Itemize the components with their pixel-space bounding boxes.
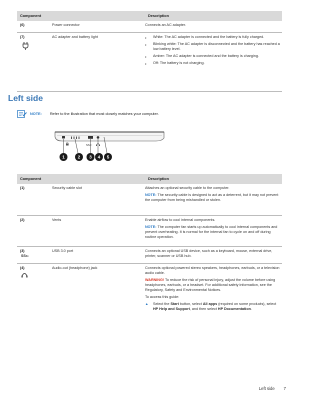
section-note bbox=[17, 110, 159, 118]
row-number: (6) bbox=[20, 23, 25, 27]
header-description: Description bbox=[148, 14, 169, 18]
note-text: The computer fan starts up automatically to cool internal components and prevent overheating. It is normal for the internal fan to cycle on and off during routine operation. bbox=[145, 225, 278, 239]
page-footer bbox=[259, 386, 286, 391]
footer-section: Left side bbox=[258, 386, 275, 391]
component-description: Attaches an optional security cable to the computer. bbox=[145, 186, 230, 190]
usb-port bbox=[88, 136, 93, 139]
note-text: Refer to the illustration that most closely matches your computer. bbox=[49, 112, 159, 116]
component-name: Audio-out (headphone) jack bbox=[52, 266, 98, 270]
row-number: (3) bbox=[20, 249, 25, 253]
component-name: Vents bbox=[52, 218, 62, 222]
header-component: Component bbox=[20, 177, 42, 181]
callout-1-label: 1 bbox=[62, 154, 65, 160]
page-number: 7 bbox=[283, 386, 286, 391]
table-row bbox=[17, 247, 282, 264]
warning-text: To reduce the risk of personal injury, adjust the volume before using headphones, earbuds, or a headset. For additional safety information, see the Regulatory, Safety and Environmental Notices. bbox=[145, 278, 276, 292]
security-slot bbox=[62, 136, 65, 139]
hp-documentation-label: HP Documentation bbox=[217, 307, 251, 311]
row-number: (4) bbox=[20, 266, 25, 270]
callout-5 bbox=[104, 153, 112, 161]
table-row bbox=[17, 216, 282, 247]
all-apps-label: All apps bbox=[202, 302, 218, 306]
status-white: White: The AC adapter is connected and the battery is fully charged. bbox=[153, 35, 265, 39]
callout-1 bbox=[60, 153, 68, 161]
callout-4-label: 4 bbox=[97, 154, 101, 160]
header-component: Component bbox=[20, 14, 42, 18]
ss-usb-icon: SS⇐ bbox=[21, 254, 29, 258]
status-amber: Amber: The AC adapter is connected and the battery is charging. bbox=[153, 54, 259, 58]
row-note bbox=[145, 225, 282, 240]
row-warning bbox=[145, 278, 282, 293]
row-number: (2) bbox=[20, 218, 25, 222]
access-guide-text: To access this guide: bbox=[145, 295, 180, 299]
component-description: Connects an AC adapter. bbox=[145, 23, 186, 27]
hp-help-label: HP Help and Support bbox=[153, 307, 190, 311]
table-row bbox=[17, 33, 282, 92]
component-name: Power connector bbox=[52, 23, 80, 27]
component-description: Connects an optional USB device, such as a keyboard, mouse, external drive, printer, scanner or USB hub. bbox=[145, 249, 273, 258]
callout-4 bbox=[95, 153, 103, 161]
note-text: The security cable is designed to act as a deterrent, but it may not prevent the computer from being mishandled or stolen. bbox=[145, 193, 279, 202]
row-note bbox=[145, 193, 282, 203]
section-title: Left side bbox=[8, 93, 43, 103]
component-description: Enable airflow to cool internal components. bbox=[145, 218, 216, 222]
access-step: ▲ Select the Start button, select All apps (required on some products), select HP Help and Support, and then select HP Documentation. bbox=[145, 302, 277, 311]
table-row bbox=[17, 264, 282, 344]
security-lock-icon bbox=[66, 142, 69, 145]
status-list: • White: The AC adapter is connected and the battery is fully charged. • Blinking white: The AC adapter is disconnected and the battery has reached a low battery level. • Amber: The AC adapter is connected and the battery is charging. • Off: The battery is not charging. bbox=[145, 33, 282, 91]
start-label: Start bbox=[170, 302, 179, 306]
audio-jack bbox=[97, 136, 100, 139]
callout-2-label: 2 bbox=[77, 154, 81, 160]
headphone-icon bbox=[21, 272, 28, 278]
row-number: (1) bbox=[20, 186, 25, 190]
status-blinking: Blinking white: The AC adapter is disconnected and the battery has reached a low battery level. bbox=[153, 42, 280, 51]
power-plug-icon bbox=[21, 41, 30, 51]
component-name: Security cable slot bbox=[52, 186, 82, 190]
ss-usb-icon: SS⇐ bbox=[86, 143, 93, 147]
note-label: NOTE: bbox=[145, 193, 157, 197]
callout-2 bbox=[75, 153, 83, 161]
component-table-top bbox=[17, 11, 282, 92]
table-row bbox=[17, 184, 282, 216]
component-name: USB 3.0 port bbox=[52, 249, 74, 253]
callout-3-label: 3 bbox=[89, 154, 92, 160]
note-label: NOTE: bbox=[30, 112, 42, 116]
callout-5-label: 5 bbox=[106, 154, 110, 160]
laptop-left-side-illustration bbox=[52, 125, 167, 165]
callout-3 bbox=[87, 153, 95, 161]
warning-label: WARNING! bbox=[145, 278, 165, 282]
status-off: Off: The battery is not charging. bbox=[153, 61, 205, 65]
step-arrow-icon: ▲ bbox=[145, 302, 149, 306]
component-table-left-side bbox=[17, 174, 282, 344]
note-icon bbox=[17, 110, 27, 118]
component-name: AC adapter and battery light bbox=[52, 35, 98, 39]
table-header bbox=[17, 174, 282, 184]
note-label: NOTE: bbox=[145, 225, 157, 229]
table-header bbox=[17, 11, 282, 21]
component-description: Connects optional powered stereo speakers, headphones, earbuds, or a television audio cable. bbox=[145, 266, 280, 275]
header-description: Description bbox=[148, 177, 169, 181]
table-row bbox=[17, 21, 282, 33]
row-number: (7) bbox=[20, 35, 25, 39]
